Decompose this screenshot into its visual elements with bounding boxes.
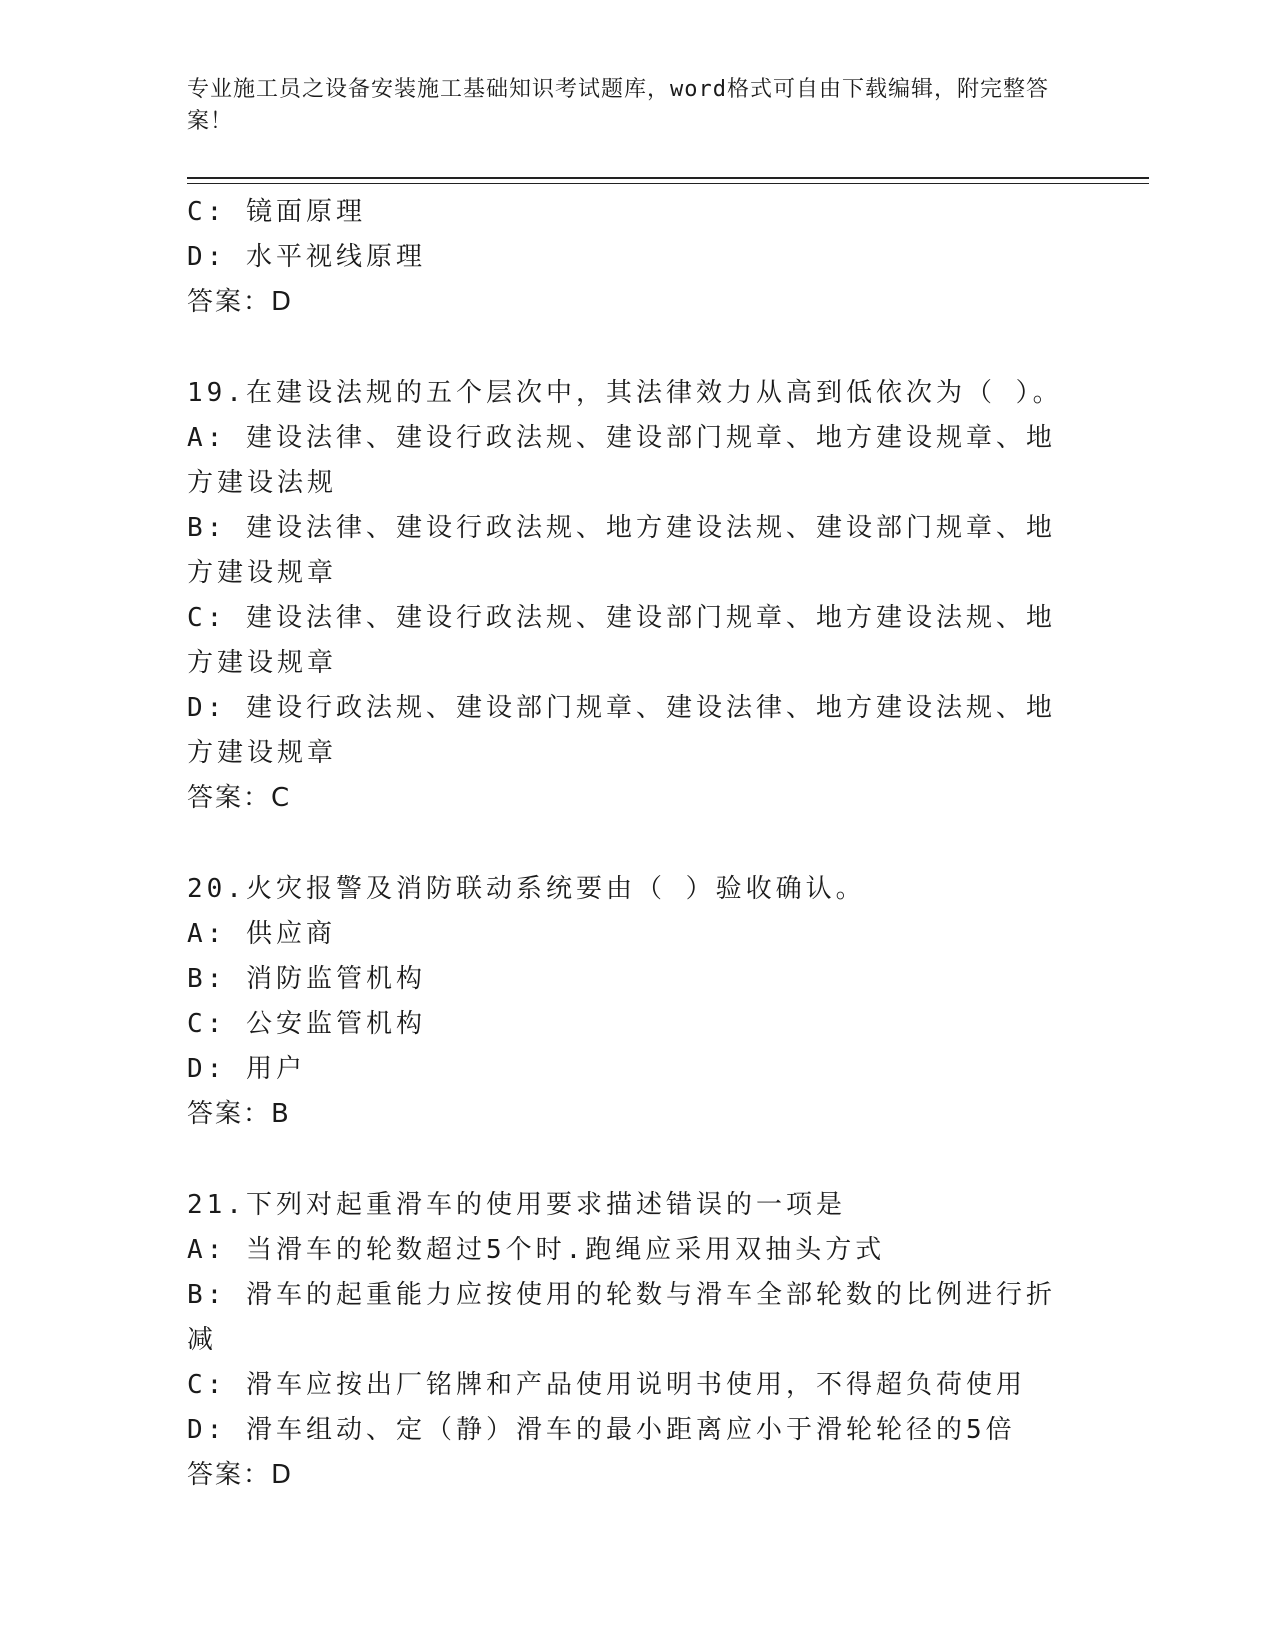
question-19 <box>187 371 1087 821</box>
option-text: 建设行政法规、建设部门规章、建设法律、地方建设法规、地方建设规章 <box>187 693 1056 768</box>
option-b <box>187 506 1067 596</box>
option-d <box>187 235 1087 280</box>
question-20 <box>187 867 1087 1137</box>
option-text: 滑车的起重能力应按使用的轮数与滑车全部轮数的比例进行折减 <box>187 1280 1056 1355</box>
option-label: D: <box>187 1415 246 1445</box>
option-text: 建设法律、建设行政法规、地方建设法规、建设部门规章、地方建设规章 <box>187 513 1056 588</box>
option-text: 滑车组动、定（静）滑车的最小距离应小于滑轮轮径的5倍 <box>245 1415 1016 1445</box>
spacer <box>187 821 1087 867</box>
option-label: C: <box>187 1009 246 1039</box>
option-a <box>187 416 1067 506</box>
option-label: B: <box>187 964 246 994</box>
option-label: A: <box>187 919 246 949</box>
header-divider-thin <box>187 183 1149 184</box>
option-b <box>187 957 1087 1002</box>
option-label: B: <box>187 513 246 543</box>
option-text: 镜面原理 <box>245 197 366 227</box>
option-c <box>187 190 1087 235</box>
option-text: 水平视线原理 <box>245 242 426 272</box>
option-text: 建设法律、建设行政法规、建设部门规章、地方建设法规、地方建设规章 <box>187 603 1056 678</box>
prev-question-block <box>187 190 1087 325</box>
option-text: 供应商 <box>245 919 336 949</box>
question-stem: 21.下列对起重滑车的使用要求描述错误的一项是 <box>187 1190 846 1220</box>
answer-line: 答案：B <box>187 1099 291 1129</box>
option-label: C: <box>187 1370 246 1400</box>
option-d <box>187 1047 1087 1092</box>
answer-line: 答案：D <box>187 1460 294 1490</box>
page-header: 专业施工员之设备安装施工基础知识考试题库，word格式可自由下载编辑，附完整答案！ <box>187 77 1049 134</box>
option-text: 建设法律、建设行政法规、建设部门规章、地方建设规章、地方建设法规 <box>187 423 1056 498</box>
header-divider-thick <box>187 177 1149 179</box>
option-label: B: <box>187 1280 246 1310</box>
option-c <box>187 1002 1087 1047</box>
option-label: C: <box>187 197 246 227</box>
option-a <box>187 912 1087 957</box>
option-text: 公安监管机构 <box>245 1009 426 1039</box>
option-text: 当滑车的轮数超过5个时.跑绳应采用双抽头方式 <box>245 1235 886 1265</box>
option-c <box>187 596 1067 686</box>
option-label: C: <box>187 603 246 633</box>
option-d <box>187 686 1067 776</box>
option-d <box>187 1408 1067 1453</box>
option-label: A: <box>187 423 246 453</box>
spacer <box>187 1137 1087 1183</box>
option-b <box>187 1273 1067 1363</box>
spacer <box>187 325 1087 371</box>
option-label: D: <box>187 693 246 723</box>
option-text: 用户 <box>245 1054 306 1084</box>
question-21 <box>187 1183 1087 1498</box>
option-text: 消防监管机构 <box>245 964 426 994</box>
option-c <box>187 1363 1067 1408</box>
option-label: A: <box>187 1235 246 1265</box>
option-text: 滑车应按出厂铭牌和产品使用说明书使用，不得超负荷使用 <box>245 1370 1026 1400</box>
question-stem: 19.在建设法规的五个层次中，其法律效力从高到低依次为（ ）。 <box>187 378 1063 408</box>
option-label: D: <box>187 242 246 272</box>
option-label: D: <box>187 1054 246 1084</box>
question-stem: 20.火灾报警及消防联动系统要由（ ）验收确认。 <box>187 874 866 904</box>
answer-line: 答案：D <box>187 287 294 317</box>
answer-line: 答案：C <box>187 783 292 813</box>
option-a <box>187 1228 1067 1273</box>
question-content <box>187 190 1087 1498</box>
